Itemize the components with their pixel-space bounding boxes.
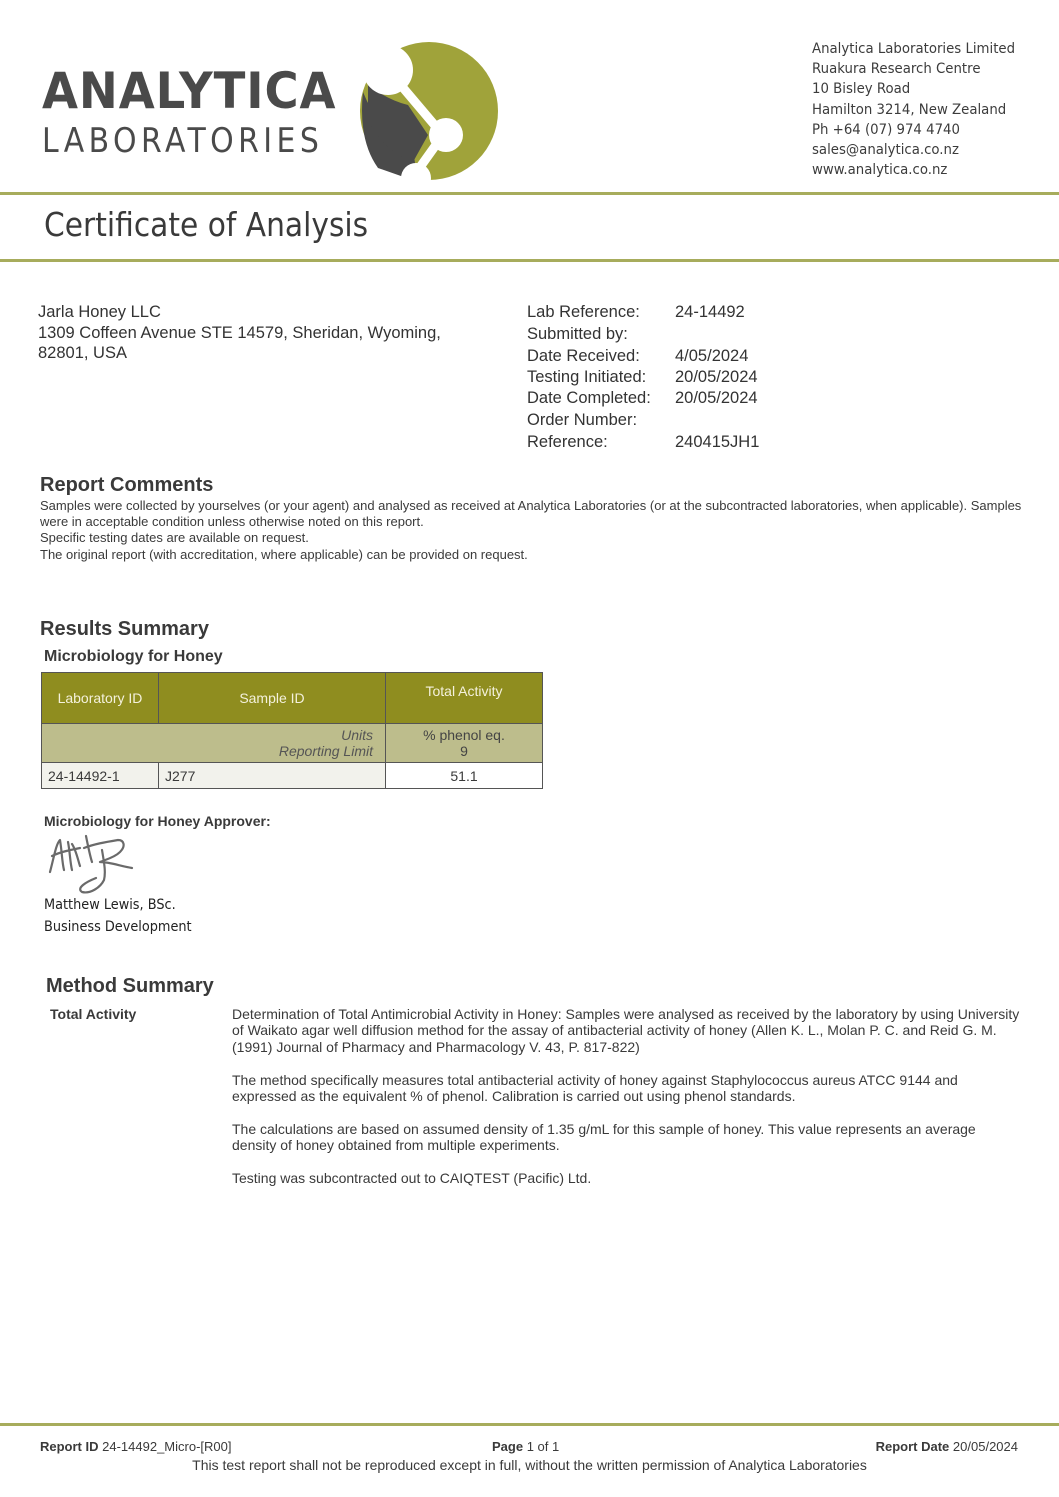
results-header-row: [42, 673, 543, 724]
lab-phone: Ph +64 (07) 974 4740: [812, 121, 960, 138]
ref-value: 240415JH1: [675, 433, 760, 451]
ref-testing-initiated: [527, 367, 759, 388]
ref-value: 4/05/2024: [675, 347, 749, 365]
title-divider: [0, 259, 1059, 262]
lab-address-block: [812, 39, 1026, 180]
reference-block: [527, 302, 759, 453]
report-id-label: Report ID: [40, 1439, 99, 1454]
approver-heading: Microbiology for Honey Approver:: [44, 813, 271, 829]
col-header-sample-id: Sample ID: [159, 673, 386, 724]
ref-date-completed: [527, 388, 759, 410]
report-date-value: 20/05/2024: [952, 1439, 1018, 1454]
ref-reference: [527, 432, 759, 453]
ref-date-received: [527, 346, 759, 367]
client-address-line: 1309 Coffeen Avenue STE 14579, Sheridan, Wyoming,: [38, 323, 441, 342]
lab-address-line: Ruakura Research Centre: [812, 61, 981, 78]
comment-line: Samples were collected by yourselves (or your agent) and analysed as received at Analytica Laboratories (or at the subcontracted laboratories, when applicable). Samples were in acceptable condition unless otherwise noted on this report.: [40, 498, 1022, 530]
lab-address-line: 10 Bisley Road: [812, 81, 911, 98]
footer-divider: [0, 1423, 1059, 1426]
cell-total-activity: 51.1: [386, 763, 543, 789]
ref-value: 24-14492: [675, 303, 745, 321]
method-paragraph: Determination of Total Antimicrobial Activity in Honey: Samples were analysed as received by the laboratory by using University of Waikato agar well diffusion method for the assay of antibacterial activity of honey (Allen K. L., Molan P. C. and Reid G. M. (1991) Journal of Pharmacy and Pharmacology V. 43, P. 817-822): [232, 1006, 1020, 1055]
signer-name: Matthew Lewis, BSc.: [44, 897, 176, 913]
page-value: 1 of 1: [526, 1439, 560, 1454]
client-address-line: 82801, USA: [38, 344, 127, 362]
comment-line: Specific testing dates are available on request.: [40, 530, 309, 546]
method-summary-heading: Method Summary: [46, 975, 214, 997]
logo-atom-1: [363, 45, 413, 95]
report-comments-heading: Report Comments: [40, 474, 214, 496]
lab-email-link[interactable]: sales@analytica.co.nz: [812, 142, 959, 159]
units-label: Units: [341, 727, 373, 743]
ref-order-number: [527, 410, 759, 432]
ref-label: Submitted by:: [527, 325, 628, 343]
ref-value: 20/05/2024: [675, 389, 758, 407]
lab-website-link[interactable]: www.analytica.co.nz: [812, 162, 948, 179]
units-labels-cell: [42, 724, 386, 763]
molecule-logo-icon: [358, 40, 500, 182]
ref-label: Testing Initiated:: [527, 368, 647, 386]
cell-lab-id: 24-14492-1: [42, 763, 159, 789]
ref-value: 20/05/2024: [675, 368, 758, 386]
document-title: Certificate of Analysis: [44, 205, 369, 244]
ref-label: Lab Reference:: [527, 303, 640, 321]
page-label: Page: [492, 1439, 524, 1454]
report-date-label: Report Date: [875, 1439, 950, 1454]
footer-report-id: [40, 1439, 231, 1454]
report-comments-text: [40, 498, 1030, 563]
method-paragraph: Testing was subcontracted out to CAIQTEST (Pacific) Ltd.: [232, 1170, 592, 1187]
ref-label: Order Number:: [527, 411, 638, 429]
reporting-limit-label: Reporting Limit: [278, 743, 373, 759]
reporting-limit-value: 9: [460, 743, 468, 759]
ref-label: Date Received:: [527, 347, 640, 365]
method-description: [232, 1006, 1022, 1203]
results-table: [41, 672, 543, 789]
logo-wordmark-analytica: ANALYTICA: [42, 62, 337, 120]
results-summary-heading: Results Summary: [40, 618, 209, 640]
ref-lab-reference: [527, 302, 759, 324]
footer-report-date: [876, 1439, 1018, 1454]
footer-page: [492, 1439, 559, 1454]
ref-label: Date Completed:: [527, 389, 651, 407]
table-row: [42, 763, 543, 789]
lab-address-line: Hamilton 3214, New Zealand: [812, 101, 1007, 118]
ref-label: Reference:: [527, 433, 608, 451]
cell-sample-id: J277: [159, 763, 386, 789]
col-header-laboratory-id: Laboratory ID: [42, 673, 159, 724]
signature-image: [46, 832, 146, 896]
logo-atom-2: [429, 118, 463, 152]
footer-reproduction-notice: This test report shall not be reproduced except in full, without the written permission of Analytica Laboratories: [192, 1457, 867, 1473]
header-divider: [0, 192, 1059, 195]
comment-line: The original report (with accreditation, where applicable) can be provided on request.: [40, 546, 528, 562]
units-value: % phenol eq.: [423, 727, 505, 743]
lab-company-name: Analytica Laboratories Limited: [812, 41, 1016, 57]
report-id-value: 24-14492_Micro-[R00]: [102, 1439, 232, 1454]
method-paragraph: The calculations are based on assumed density of 1.35 g/mL for this sample of honey. This value represents an average density of honey obtained from multiple experiments.: [232, 1120, 976, 1154]
method-test-name: Total Activity: [50, 1006, 137, 1022]
col-header-total-activity: Total Activity: [386, 673, 543, 724]
ref-submitted-by: [527, 324, 759, 346]
results-subheading: Microbiology for Honey: [44, 648, 223, 665]
signer-role: Business Development: [44, 919, 192, 935]
results-units-row: [42, 724, 543, 763]
logo-wordmark-laboratories: LABORATORIES: [42, 121, 324, 161]
signer-block: [44, 894, 204, 938]
client-block: [38, 302, 441, 364]
method-paragraph: The method specifically measures total antibacterial activity of honey against Staphylococcus aureus ATCC 9144 and expressed as the equivalent % of phenol. Calibration is carried out using phenol standards.: [232, 1071, 958, 1105]
units-values-cell: [386, 724, 543, 763]
client-name: Jarla Honey LLC: [38, 303, 161, 321]
